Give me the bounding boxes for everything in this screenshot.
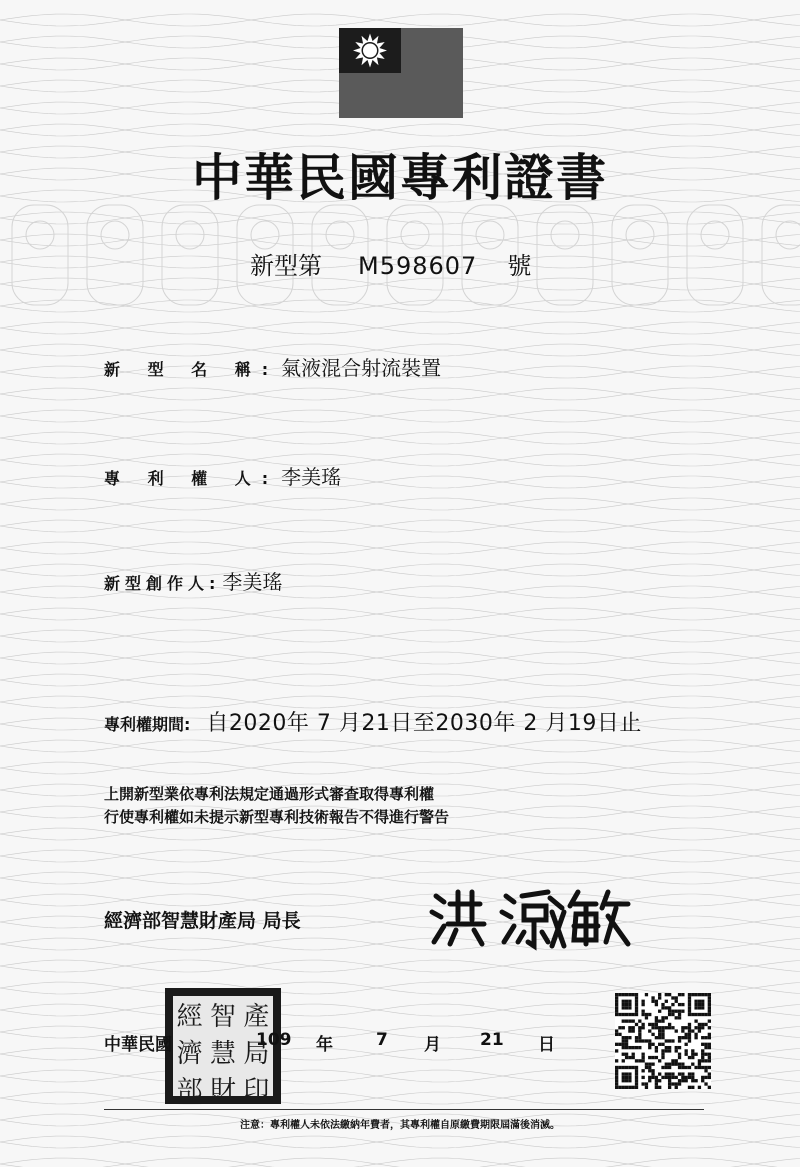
certificate-title: 中華民國專利證書	[192, 148, 608, 207]
footer-note: 注意：專利權人未依法繳納年費者，其專利權自原繳費期限屆滿後消滅。	[240, 1120, 560, 1131]
seal-char: 局	[243, 1039, 270, 1069]
field-patentee	[104, 461, 341, 490]
period-value: 自2020年 7 月21日至2030年 2 月19日止	[206, 711, 642, 736]
seal-char: 經	[176, 1002, 203, 1032]
seal-char: 產	[243, 1002, 270, 1032]
director-signature	[428, 882, 638, 954]
director-title: 經濟部智慧財產局 局長	[104, 910, 301, 932]
date-year: 109	[256, 1030, 292, 1050]
qr-code[interactable]	[615, 993, 711, 1089]
field-name	[104, 352, 441, 381]
seal-char: 部	[176, 1076, 203, 1106]
date-day-unit: 日	[538, 1035, 555, 1055]
patent-period	[104, 706, 642, 737]
notice-line: 上開新型業依專利法規定通過形式審查取得專利權	[104, 785, 435, 803]
seal-char: 濟	[176, 1039, 203, 1069]
seal-char: 印	[243, 1076, 270, 1106]
number-suffix: 號	[507, 252, 532, 280]
date-era: 中華民國	[104, 1035, 172, 1055]
legal-notice	[104, 783, 449, 829]
date-month-unit: 月	[424, 1035, 441, 1055]
national-flag	[339, 28, 463, 118]
patent-number: M598607	[358, 252, 478, 280]
date-month: 7	[376, 1030, 388, 1050]
patentee-label: 專 利 權 人:	[104, 469, 280, 488]
creator-value: 李美瑤	[222, 570, 283, 594]
seal-char: 慧	[209, 1039, 236, 1069]
name-value: 氣液混合射流裝置	[281, 356, 442, 380]
creator-label: 新型創作人:	[104, 574, 221, 593]
certificate-number	[250, 246, 531, 281]
date-day: 21	[480, 1030, 504, 1050]
white-sun-icon	[339, 28, 401, 73]
number-prefix: 新型第	[250, 252, 322, 280]
footer-divider	[104, 1109, 704, 1110]
name-label: 新 型 名 稱:	[104, 360, 280, 379]
flag-canton	[339, 28, 401, 73]
date-year-unit: 年	[316, 1035, 333, 1055]
notice-line: 行使專利權如未提示新型專利技術報告不得進行警告	[104, 808, 450, 826]
period-label: 專利權期間:	[104, 715, 191, 734]
seal-char: 智	[209, 1002, 236, 1032]
seal-char: 財	[209, 1076, 236, 1106]
field-creator	[104, 566, 282, 595]
patentee-value: 李美瑤	[281, 465, 342, 489]
issue-date	[104, 1030, 564, 1054]
